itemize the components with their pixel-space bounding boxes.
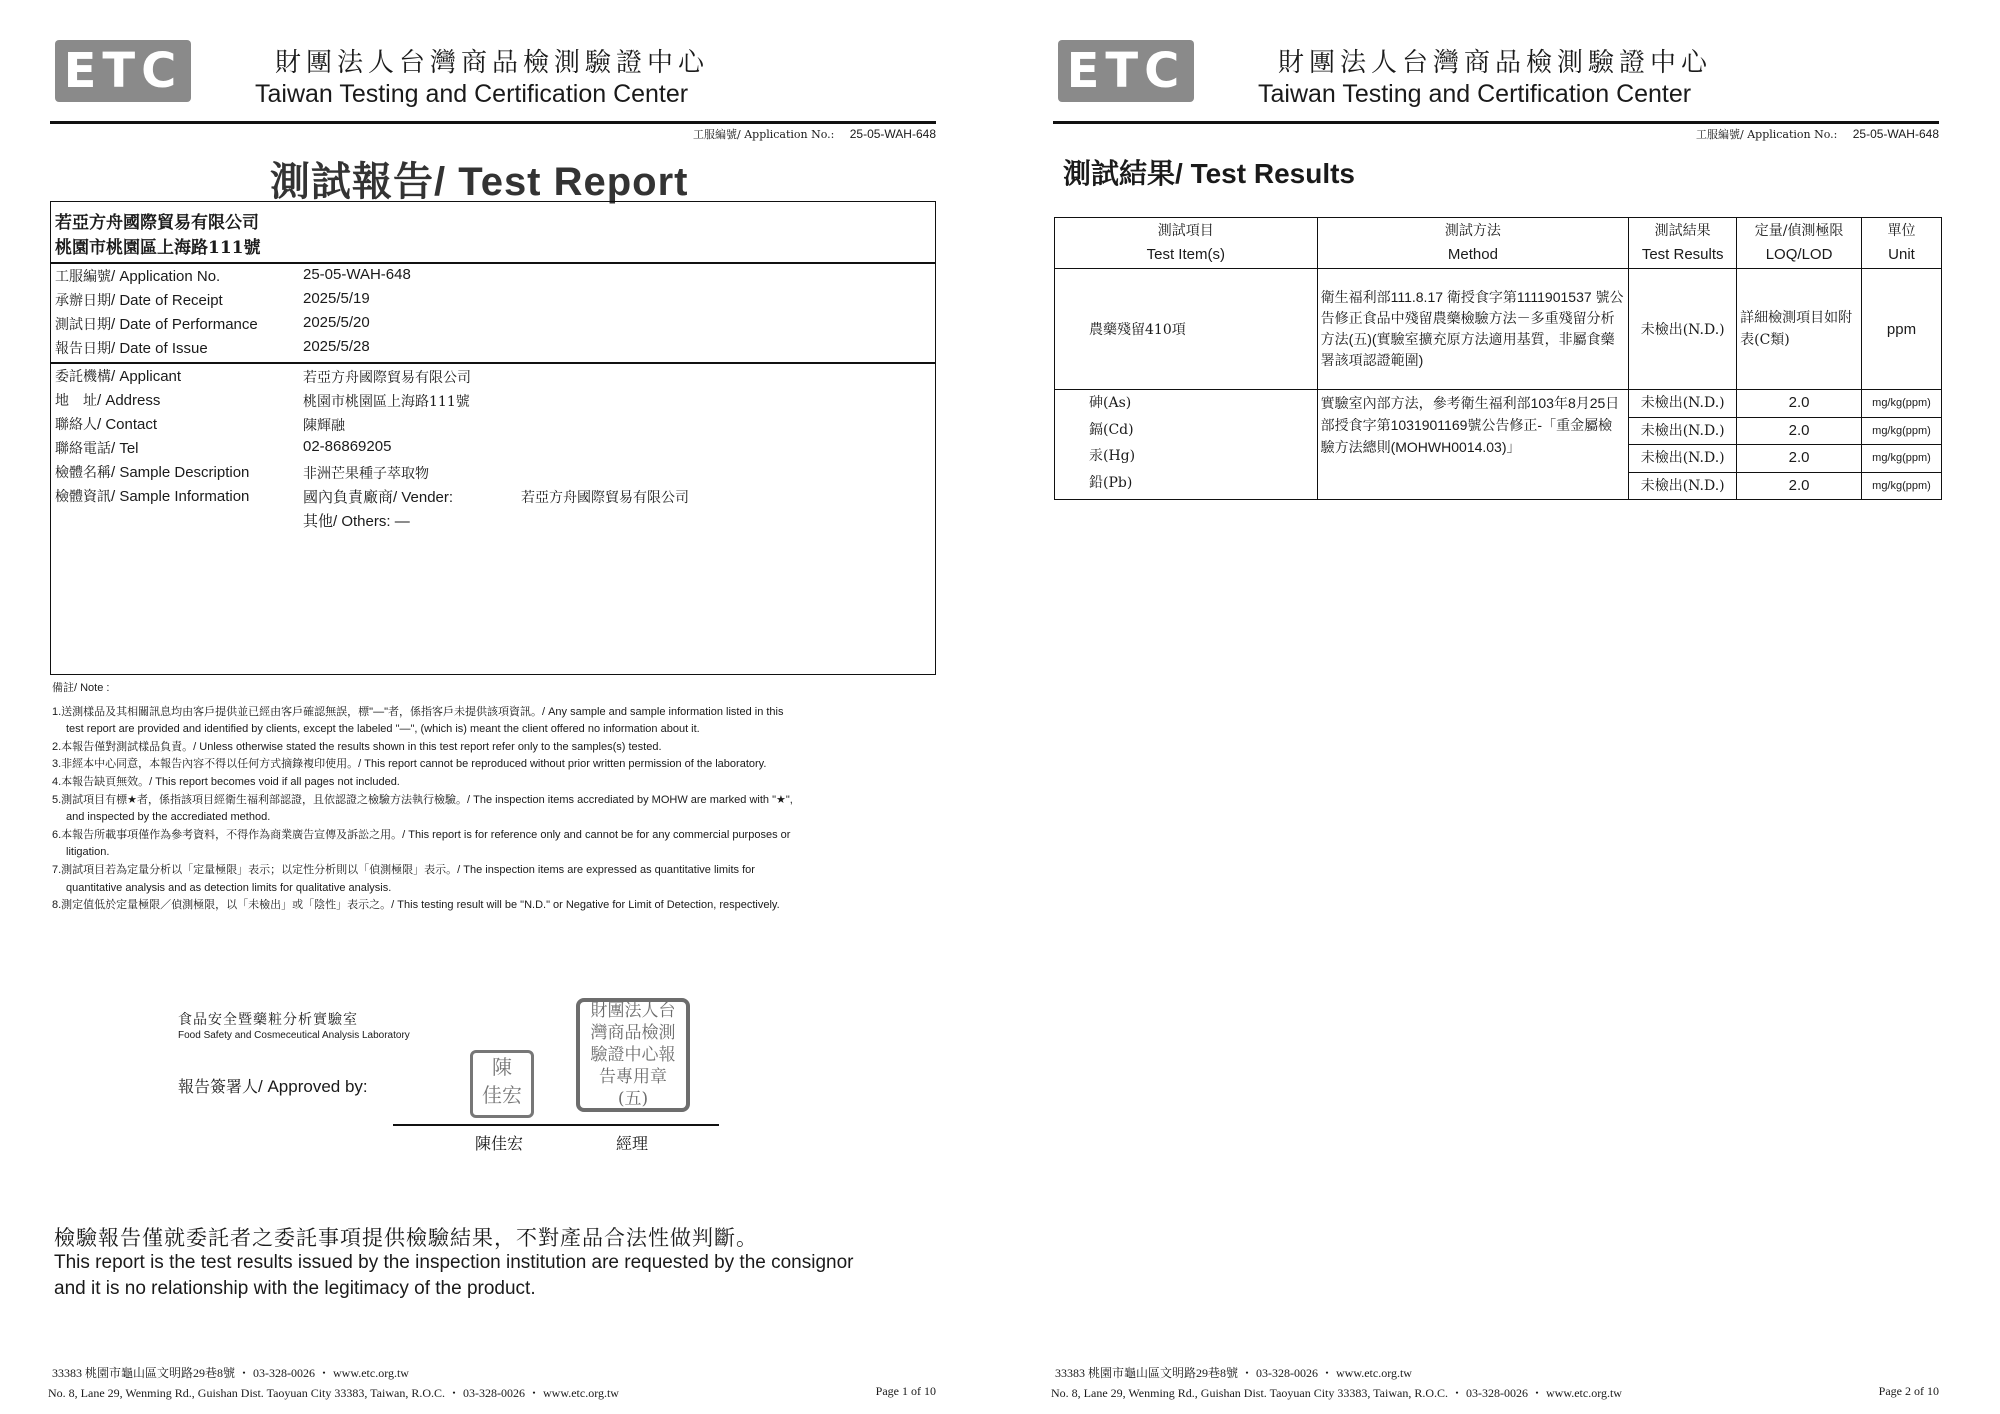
note-line: 6.本報告所載事項僅作為參考資料，不得作為商業廣告宣傳及訴訟之用。/ This report is for reference only and cannot be for any commercial purposes or	[52, 828, 791, 841]
receipt-date-label: 承辦日期/ Date of Receipt	[55, 292, 223, 309]
report-info-box	[50, 201, 936, 675]
footer-address-en: No. 8, Lane 29, Wenming Rd., Guishan Dist. Taoyuan City 33383, Taiwan, R.O.C. ・ 03-328-0026 ・ www.etc.org.tw	[48, 1386, 619, 1400]
application-number: 工服編號/ Application No.: 25-05-WAH-648	[1696, 127, 1939, 141]
issue-date-label: 報告日期/ Date of Issue	[55, 340, 208, 357]
disclaimer-en-line-1: This report is the test results issued by the inspection institution are requested by the consignor	[54, 1252, 854, 1273]
org-name-zh: 財團法人台灣商品檢測驗證中心	[1278, 48, 1713, 78]
metal-loq-cell	[1737, 390, 1862, 500]
note-line: 1.送測樣品及其相關訊息均由客戶提供並已經由客戶確認無誤，標"—"者，係指客戶未提供該項資訊。/ Any sample and sample information listed in this	[52, 705, 784, 718]
sample-description-label: 檢體名稱/ Sample Description	[55, 464, 250, 481]
unit-cell: ppm	[1862, 269, 1942, 390]
table-row	[1055, 269, 1942, 390]
report-page-1	[0, 0, 980, 1414]
test-item-cell: 農藥殘留410項	[1055, 269, 1318, 390]
note-line: 8.測定值低於定量極限／偵測極限，以「未檢出」或「陰性」表示之。/ This testing result will be "N.D." or Negative for Limit of Detection, respectively.	[52, 899, 780, 912]
approved-by-label: 報告簽署人/ Approved by:	[178, 1077, 368, 1096]
lab-name-en: Food Safety and Cosmeceutical Analysis Laboratory	[178, 1030, 410, 1041]
metal-result: 未檢出(N.D.)	[1629, 390, 1736, 418]
issue-date-value: 2025/5/28	[303, 338, 370, 355]
table-row	[1055, 390, 1942, 500]
metal-unit: mg/kg(ppm)	[1862, 445, 1941, 473]
metal-loq: 2.0	[1737, 390, 1861, 418]
metal-item: 砷(As)	[1089, 395, 1132, 411]
signature-line	[393, 1124, 719, 1126]
page-title: 測試結果/ Test Results	[1063, 157, 1355, 190]
application-no-label: 工服編號/ Application No.	[55, 268, 221, 285]
metal-items-cell	[1055, 390, 1318, 500]
loq-cell: 詳細檢測項目如附表(C類)	[1737, 269, 1862, 390]
personal-seal: 陳 佳宏	[470, 1050, 534, 1118]
etc-logo: ETC	[55, 40, 191, 102]
official-seal: 財團法人台灣商品檢測驗證中心報告專用章(五)	[576, 998, 690, 1112]
note-line: 2.本報告僅對測試樣品負責。/ Unless otherwise stated the results shown in this test report refer only to the samples(s) tested.	[52, 740, 662, 753]
metal-loq: 2.0	[1788, 476, 1810, 494]
result-cell: 未檢出(N.D.)	[1629, 269, 1737, 390]
header-divider	[50, 121, 936, 124]
results-table	[1054, 217, 1942, 500]
lab-name-zh: 食品安全暨藥粧分析實驗室	[178, 1012, 358, 1028]
footer-address-zh: 33383 桃園市龜山區文明路29巷8號 ・ 03-328-0026 ・ www.etc.org.tw	[1055, 1366, 1412, 1380]
address-label: 地 址/ Address	[55, 392, 161, 409]
footer-address-en: No. 8, Lane 29, Wenming Rd., Guishan Dist. Taoyuan City 33383, Taiwan, R.O.C. ・ 03-328-0026 ・ www.etc.org.tw	[1051, 1386, 1622, 1400]
performance-date-label: 測試日期/ Date of Performance	[55, 316, 258, 333]
metal-loq: 2.0	[1737, 445, 1861, 473]
tel-value: 02-86869205	[303, 438, 392, 455]
application-no-value: 25-05-WAH-648	[303, 266, 411, 283]
application-number: 工服編號/ Application No.: 25-05-WAH-648	[693, 127, 936, 141]
column-header-unit: 單位 Unit	[1862, 218, 1942, 269]
metal-result: 未檢出(N.D.)	[1640, 477, 1725, 494]
note-line: test report are provided and identified by clients, except the labeled "—", (which is) meant the client offered no information about it.	[66, 723, 700, 736]
receipt-date-value: 2025/5/19	[303, 290, 370, 307]
performance-date-value: 2025/5/20	[303, 314, 370, 331]
note-line: 5.測試項目有標★者，係指該項目經衛生福利部認證，且依認證之檢驗方法執行檢驗。/ The inspection items accrediated by MOHW are marked with "★",	[52, 793, 793, 806]
table-header-row	[1055, 218, 1942, 269]
others-field: 其他/ Others: —	[303, 513, 410, 530]
column-header-result: 測試結果 Test Results	[1629, 218, 1737, 269]
company-name: 若亞方舟國際貿易有限公司	[55, 213, 259, 233]
metal-item: 鉛(Pb)	[1089, 474, 1133, 491]
metal-result: 未檢出(N.D.)	[1629, 445, 1736, 473]
sample-description-value: 非洲芒果種子萃取物	[303, 466, 429, 482]
note-line: and inspected by the accrediated method.	[66, 811, 271, 824]
tel-label: 聯絡電話/ Tel	[55, 440, 139, 457]
company-address: 桃園市桃園區上海路111號	[55, 238, 261, 258]
vendor-label: 國內負責廠商/ Vender:	[303, 489, 454, 506]
metal-result: 未檢出(N.D.)	[1629, 418, 1736, 446]
page-title: 測試報告/ Test Report	[270, 158, 689, 205]
metal-item: 汞(Hg)	[1089, 448, 1136, 464]
org-name-en: Taiwan Testing and Certification Center	[1258, 80, 1692, 108]
etc-logo: ETC	[1058, 40, 1194, 102]
signer-title: 經理	[616, 1134, 649, 1153]
metals-method-cell: 實驗室內部方法，參考衛生福利部103年8月25日部授食字第1031901169號公告修正-「重金屬檢驗方法總則(MOHWH0014.03)」	[1317, 390, 1629, 500]
contact-value: 陳輝融	[303, 418, 345, 434]
column-header-test-item: 測試項目 Test Item(s)	[1055, 218, 1318, 269]
metal-unit: mg/kg(ppm)	[1862, 390, 1941, 418]
note-line: 7.測試項目若為定量分析以「定量極限」表示；以定性分析則以「偵測極限」表示。/ The inspection items are expressed as quantitative limits for	[52, 863, 755, 876]
metal-unit-cell	[1862, 390, 1942, 500]
column-header-loq: 定量/偵測極限 LOQ/LOD	[1737, 218, 1862, 269]
header-divider	[1053, 121, 1939, 124]
notes-title: 備註/ Note :	[52, 682, 110, 694]
page-number: Page 1 of 10	[875, 1384, 936, 1398]
metal-unit: mg/kg(ppm)	[1872, 479, 1931, 492]
note-line: 3.非經本中心同意，本報告內容不得以任何方式摘錄複印使用。/ This report cannot be reproduced without prior written permission of the laboratory.	[52, 758, 767, 771]
column-header-method: 測試方法 Method	[1317, 218, 1629, 269]
org-name-zh: 財團法人台灣商品檢測驗證中心	[275, 48, 710, 78]
contact-label: 聯絡人/ Contact	[55, 416, 158, 433]
page-number: Page 2 of 10	[1878, 1384, 1939, 1398]
metal-unit: mg/kg(ppm)	[1862, 418, 1941, 446]
disclaimer-zh: 檢驗報告僅就委託者之委託事項提供檢驗結果，不對產品合法性做判斷。	[54, 1226, 758, 1250]
divider	[51, 362, 935, 364]
divider	[51, 262, 935, 264]
metal-item: 鎘(Cd)	[1089, 421, 1134, 438]
disclaimer-en-line-2: and it is no relationship with the legitimacy of the product.	[54, 1278, 536, 1299]
notes-section	[52, 680, 932, 915]
footer-address-zh: 33383 桃園市龜山區文明路29巷8號 ・ 03-328-0026 ・ www.etc.org.tw	[52, 1366, 409, 1380]
vendor-value: 若亞方舟國際貿易有限公司	[521, 490, 689, 506]
org-name-en: Taiwan Testing and Certification Center	[255, 80, 689, 108]
report-page-2	[1003, 0, 1983, 1414]
note-line: 4.本報告缺頁無效。/ This report becomes void if all pages not included.	[52, 775, 400, 788]
metal-loq: 2.0	[1737, 418, 1861, 446]
signer-name: 陳佳宏	[475, 1134, 524, 1153]
metal-results-cell	[1629, 390, 1737, 500]
applicant-label: 委託機構/ Applicant	[55, 368, 182, 385]
sample-information-label: 檢體資訊/ Sample Information	[55, 488, 250, 505]
address-value: 桃園市桃園區上海路111號	[303, 394, 470, 410]
note-line: quantitative analysis and as detection limits for qualitative analysis.	[66, 881, 392, 894]
applicant-value: 若亞方舟國際貿易有限公司	[303, 370, 471, 386]
method-cell: 衛生福利部111.8.17 衛授食字第1111901537 號公告修正食品中殘留農藥檢驗方法－多重殘留分析方法(五)(實驗室擴充原方法適用基質，非屬食藥署該項認證範圍)	[1317, 269, 1629, 390]
note-line: litigation.	[66, 846, 110, 859]
